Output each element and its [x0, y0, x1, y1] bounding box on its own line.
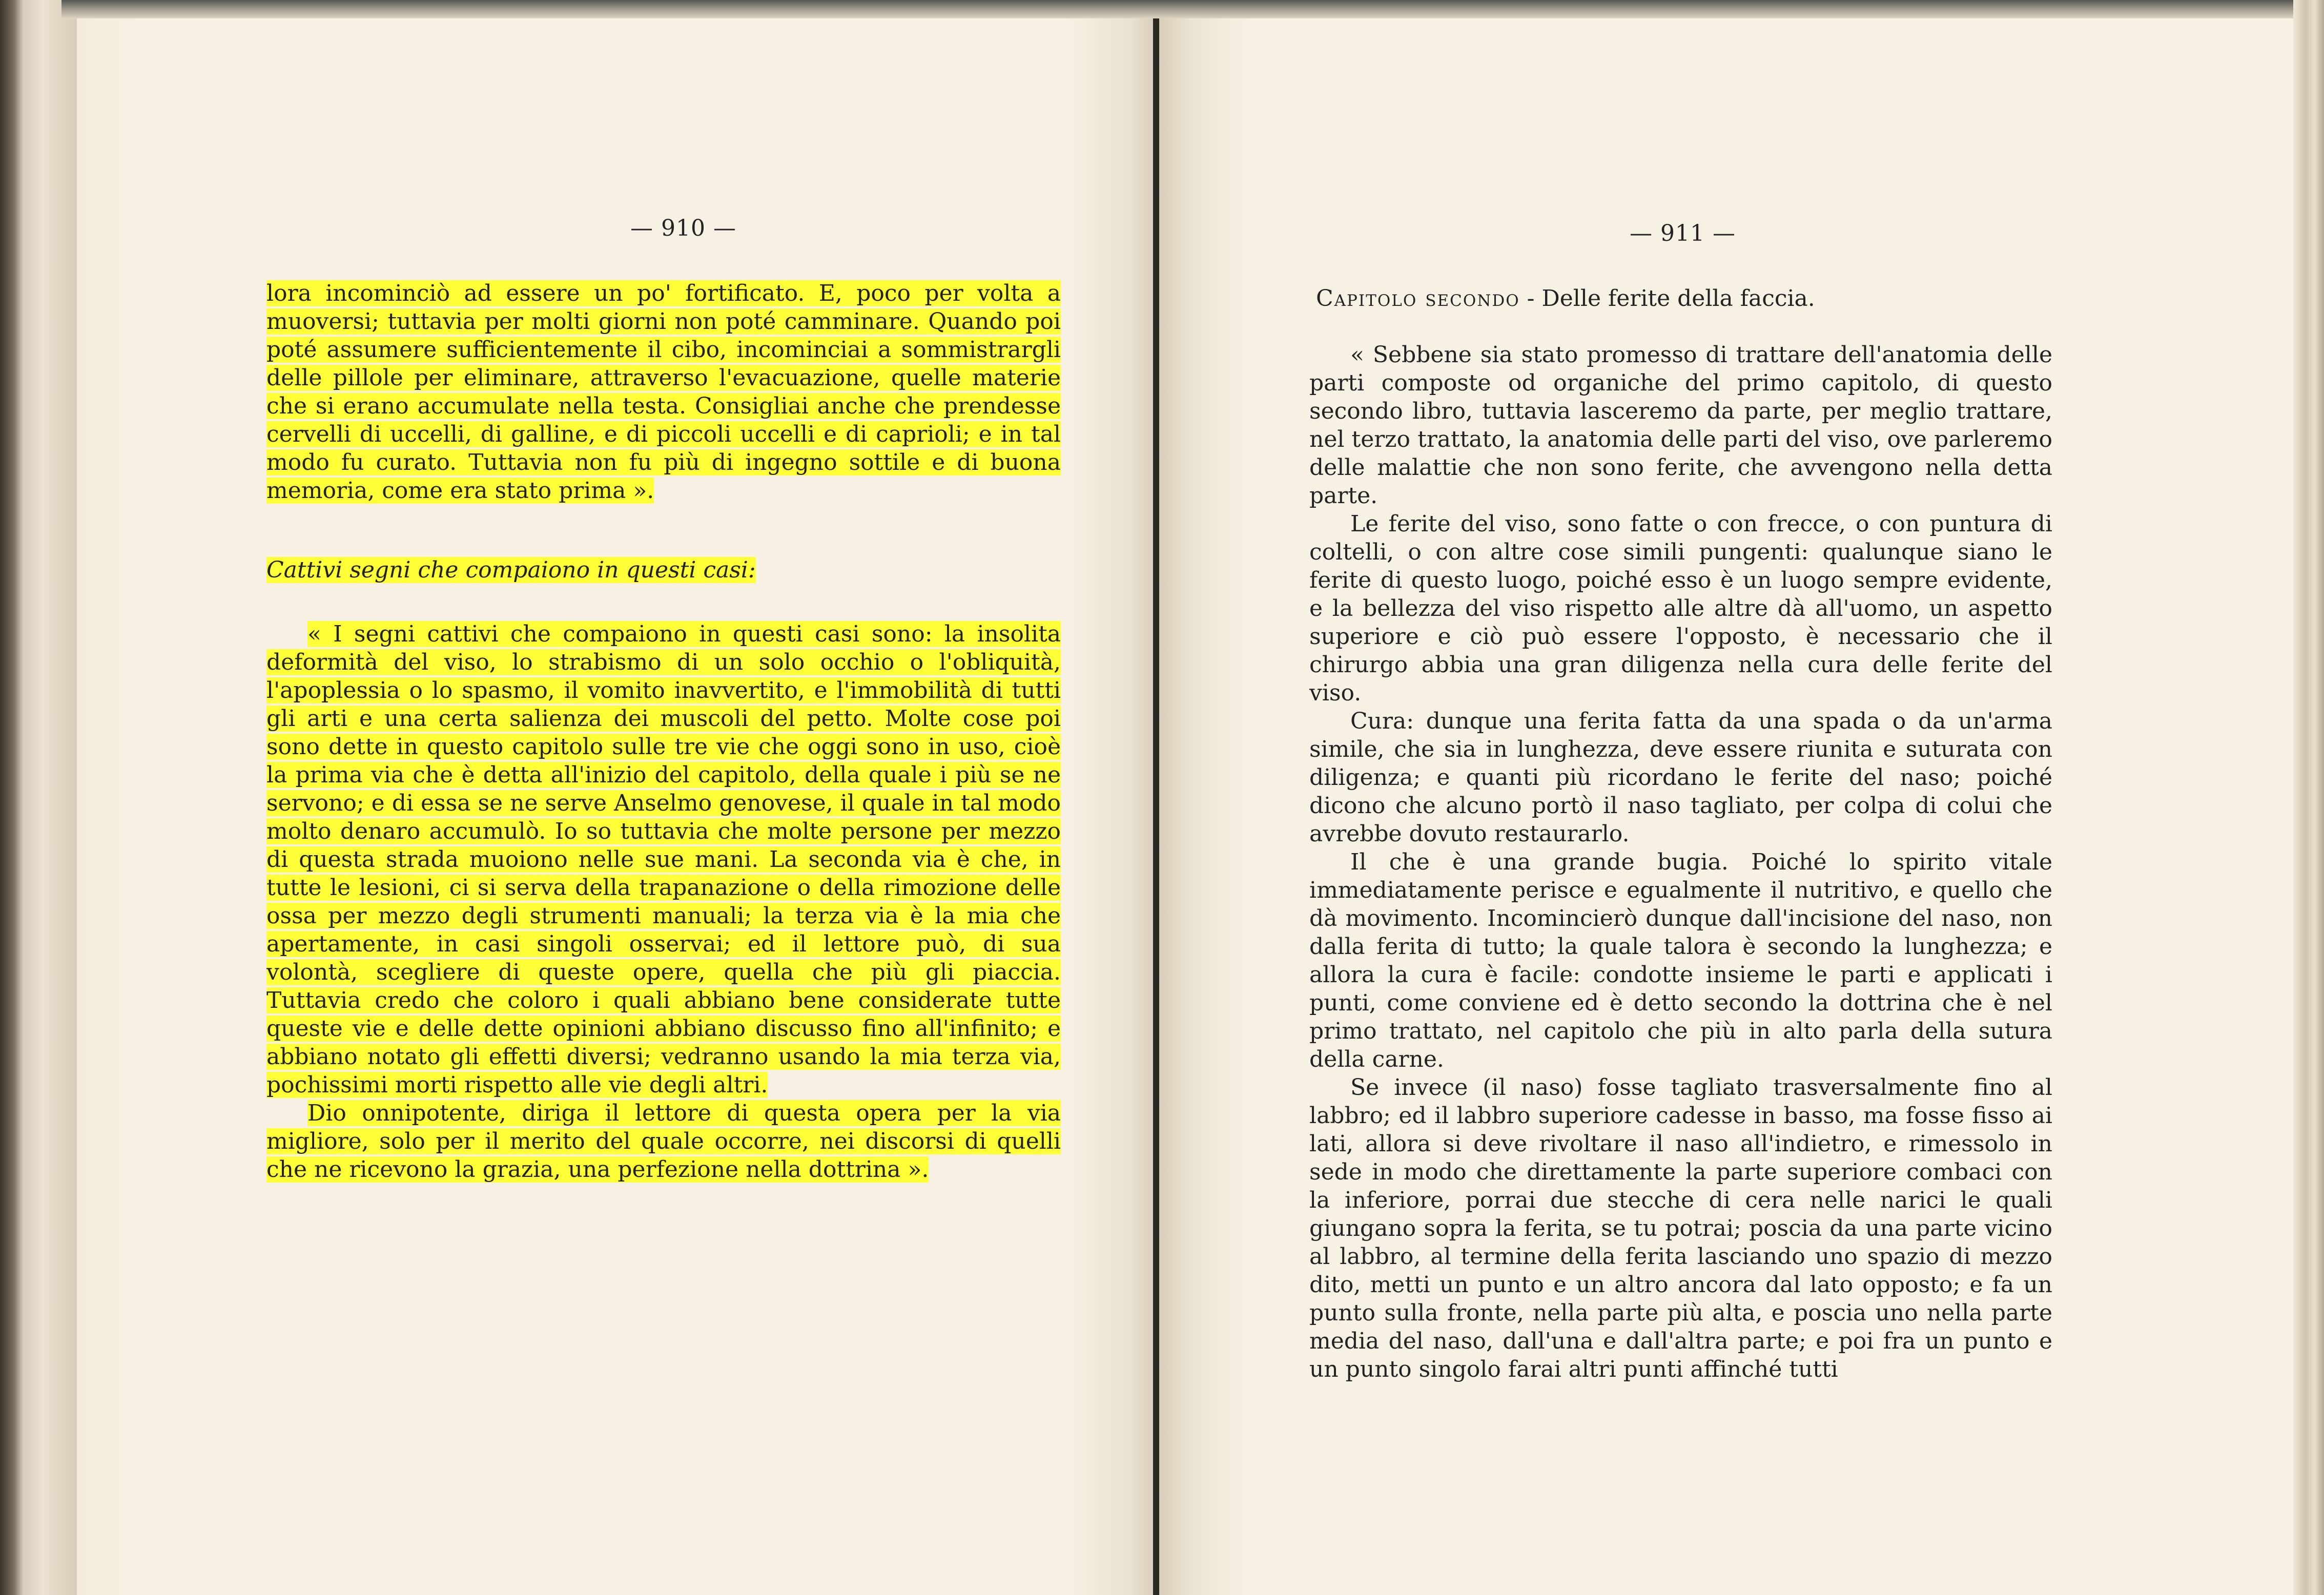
chapter-label: Capitolo secondo [1316, 285, 1520, 312]
quote-paragraph: « I segni cattivi che compaiono in questi casi sono: la insolita deformità del viso, lo strabismo di un solo occhio o l'obliquità, l'apoplessia o lo spasmo, il vomito inavvertito, e l'immobilità di tutti gli arti e una certa salienza dei muscoli del petto. Molte cose poi sono dette in questo capitolo sulle tre vie che oggi sono in uso, cioè la prima via che è detta all'inizio del capitolo, della quale i più se ne servono; e di essa se ne serve Anselmo genovese, il quale in tal modo molto denaro accumulò. Io so tuttavia che molte persone per mezzo di questa strada muoiono nelle sue mani. La seconda via è che, in tutte le lesioni, ci si serva della trapanazione o della rimozione delle ossa per mezzo degli strumenti manuali; la terza via è la mia che apertamente, in casi singoli osservai; ed il lettore può, di sua volontà, scegliere di queste opere, quella che più gli piaccia. Tuttavia credo che coloro i quali abbiano bene considerate tutte queste vie e delle dette opinioni abbiano discusso fino all'infinito; e abbiano notato gli effetti diversi; vedranno usando la mia terza via, pochissimi morti rispetto alle vie degli altri. [266, 621, 1061, 1098]
left-page-continuation [266, 279, 1061, 505]
page-number-left: — 910 — [630, 215, 736, 241]
book-edge-left [0, 0, 77, 1595]
body-paragraph: Le ferite del viso, sono fatte o con frecce, o con puntura di coltelli, o con altre cose simili pungenti: qualunque siano le ferite di questo luogo, poiché esso è un luogo sempre evidente, e la bellezza del viso rispetto alle altre dà all'uomo, un aspetto superiore e ciò può essere l'opposto, è necessario che il chirurgo abbia una gran diligenza nella cura delle ferite del viso. [1309, 511, 2052, 706]
body-paragraph: Cura: dunque una ferita fatta da una spada o da un'arma simile, che sia in lunghezza, deve essere riunita e suturata con diligenza; e quanti più ricordano le ferite del naso; poiché dicono che alcuno portò il naso tagliato, per colpa di colui che avrebbe dovuto restaurarlo. [1309, 708, 2052, 847]
book-edge-right [2293, 0, 2324, 1595]
body-paragraph: Se invece (il naso) fosse tagliato trasversalmente fino al labbro; ed il labbro superiore cadesse in basso, ma fosse fisso ai lati, allora si deve rivoltare il naso all'indietro, e rimessolo in sede in modo che direttamente la parte superiore combaci con la inferiore, porrai due stecche di cera nelle narici le quali giungano sopra la ferita, se tu potrai; poscia da una parte vicino al labbro, al termine della ferita lasciando uno spazio di mezzo dito, metti un punto e un altro ancora dal lato opposto; e fa un punto sulla fronte, nella parte più alta, e poscia uno nella parte media del naso, dall'una e dall'altra parte; e poi fra un punto e un punto singolo farai altri punti affinché tutti [1309, 1074, 2052, 1382]
quote-paragraph: Dio onnipotente, diriga il lettore di questa opera per la via migliore, solo per il merito del quale occorre, nei discorsi di quelli che ne ricevono la grazia, una perfezione nella dottrina ». [266, 1100, 1061, 1183]
page-number-right: — 911 — [1630, 220, 1736, 246]
chapter-separator: - [1519, 285, 1542, 312]
chapter-heading [1316, 284, 2085, 313]
body-paragraph: Il che è una grande bugia. Poiché lo spirito vitale immediatamente perisce e egualmente il nutritivo, e quello che dà movimento. Incomincierò dunque dall'incisione del naso, non dalla ferita di tutto; la quale talora è secondo la lunghezza; e allora la cura è facile: condotte insieme le parti e applicati i punti, come conviene ed è detto secondo la dottrina che è nel primo trattato, nel capitolo che più in alto parla della sutura della carne. [1309, 849, 2052, 1072]
section-heading-text: Cattivi segni che compaiono in questi casi: [266, 557, 756, 583]
book-edge-top [61, 0, 2324, 18]
chapter-title: Delle ferite della faccia. [1541, 285, 1815, 312]
book-gutter [1153, 18, 1159, 1595]
right-page-body [1309, 341, 2052, 1383]
left-page-quote [266, 620, 1061, 1184]
highlighted-text: lora incominciò ad essere un po' fortificato. E, poco per volta a muoversi; tuttavia per molti giorni non poté camminare. Quando poi poté assumere sufficientemente il cibo, incominciai a sommistrargli delle pillole per eliminare, attraverso l'evacuazione, quelle materie che si erano accumulate nella testa. Consigliai anche che prendesse cervelli di uccelli, di galline, e di piccoli uccelli e di caprioli; e in tal modo fu curato. Tuttavia non fu più di ingegno sottile e di buona memoria, come era stato prima ». [266, 280, 1061, 504]
body-paragraph: « Sebbene sia stato promesso di trattare dell'anatomia delle parti composte od organiche del primo capitolo, di questo secondo libro, tuttavia lasceremo da parte, per meglio trattare, nel terzo trattato, la anatomia delle parti del viso, ove parleremo delle malattie che non sono ferite, che avvengono nella detta parte. [1309, 342, 2052, 509]
section-heading [266, 556, 1035, 584]
